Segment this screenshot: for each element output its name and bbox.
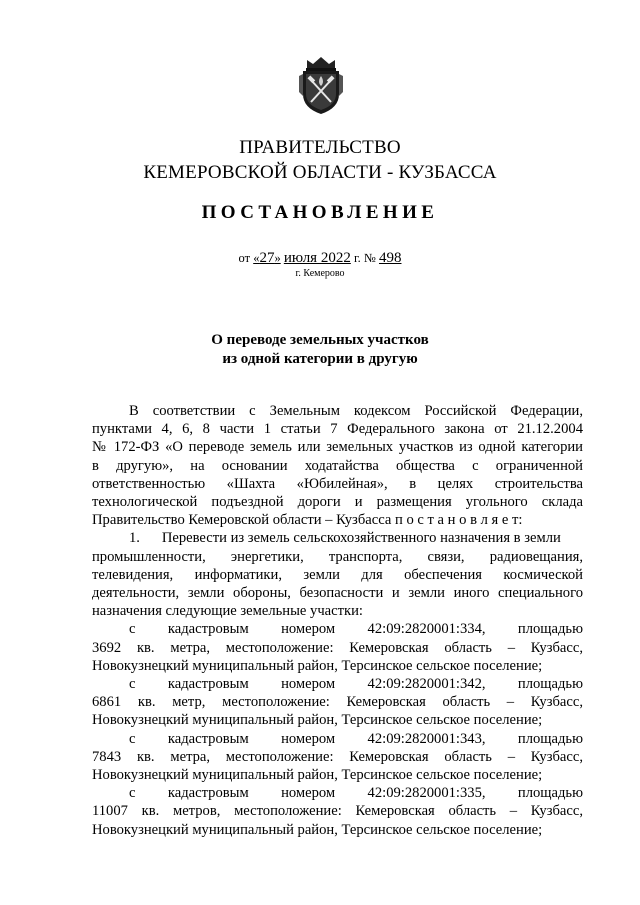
- body-line: В соответствии с Земельным кодексом Российской Федерации,: [129, 403, 583, 419]
- date-line: [0, 250, 640, 267]
- document-title-line2: из одной категории в другую: [222, 351, 418, 367]
- body-line: назначения следующие земельные участки:: [92, 603, 363, 620]
- city: г. Кемерово: [295, 268, 345, 279]
- document-body: [92, 402, 583, 839]
- body-line: ответственностью «Шахта «Юбилейная», в целях строительства: [92, 475, 583, 492]
- date-year-suffix: г.: [353, 251, 361, 265]
- date-month-year: июля 2022: [283, 250, 351, 266]
- government-name-line1: ПРАВИТЕЛЬСТВО: [239, 137, 401, 158]
- body-line: 7843 кв. метра, местоположение: Кемеровская область – Кузбасс,: [92, 748, 583, 765]
- body-line: в другую», на основании ходатайства общества с ограниченной: [92, 457, 583, 474]
- body-line: технологической подъездной дороги и размещения угольного склада: [92, 494, 583, 511]
- body-line: с кадастровым номером 42:09:2820001:343, площадью: [129, 730, 583, 747]
- body-line: Правительство Кемеровской области – Кузбасса п о с т а н о в л я е т:: [92, 512, 523, 529]
- date-close-quote: »: [274, 251, 281, 265]
- body-line: 1. Перевести из земель сельскохозяйственного назначения в земли: [129, 530, 561, 547]
- body-line: 3692 кв. метра, местоположение: Кемеровская область – Кузбасс,: [92, 639, 583, 656]
- document-number: 498: [378, 250, 402, 266]
- document-type: ПОСТАНОВЛЕНИЕ: [201, 202, 439, 223]
- date-prefix: от: [238, 251, 251, 265]
- body-line: с кадастровым номером 42:09:2820001:334, площадью: [129, 621, 583, 638]
- number-sign: №: [363, 251, 376, 265]
- body-line: Новокузнецкий муниципальный район, Терсинское сельское поселение;: [92, 821, 543, 838]
- body-line: промышленности, энергетики, транспорта, связи, радиовещания,: [92, 548, 583, 565]
- body-line: деятельности, земли обороны, безопасности и земли иного специального: [92, 585, 583, 602]
- date-open-quote: «: [253, 251, 260, 265]
- body-line: 6861 кв. метр, местоположение: Кемеровская область – Кузбасс,: [92, 694, 583, 711]
- body-line: Новокузнецкий муниципальный район, Терсинское сельское поселение;: [92, 767, 543, 784]
- body-line: с кадастровым номером 42:09:2820001:342, площадью: [129, 676, 583, 693]
- body-line: 11007 кв. метров, местоположение: Кемеровская область – Кузбасс,: [92, 803, 583, 820]
- body-line: телевидения, информатики, земли для обеспечения космической: [92, 566, 583, 583]
- body-line: с кадастровым номером 42:09:2820001:335, площадью: [129, 785, 583, 802]
- government-name-line2: КЕМЕРОВСКОЙ ОБЛАСТИ - КУЗБАССА: [143, 162, 497, 183]
- body-line: Новокузнецкий муниципальный район, Терсинское сельское поселение;: [92, 657, 543, 674]
- body-line: № 172-ФЗ «О переводе земель или земельных участков из одной категории: [92, 439, 583, 456]
- date-day: 27: [259, 250, 275, 266]
- body-line: пунктами 4, 6, 8 части 1 статьи 7 Федерального закона от 21.12.2004: [92, 421, 583, 438]
- body-line: Новокузнецкий муниципальный район, Терсинское сельское поселение;: [92, 712, 543, 729]
- kuzbass-coat-of-arms-icon: [298, 56, 344, 116]
- document-title-line1: О переводе земельных участков: [211, 332, 429, 348]
